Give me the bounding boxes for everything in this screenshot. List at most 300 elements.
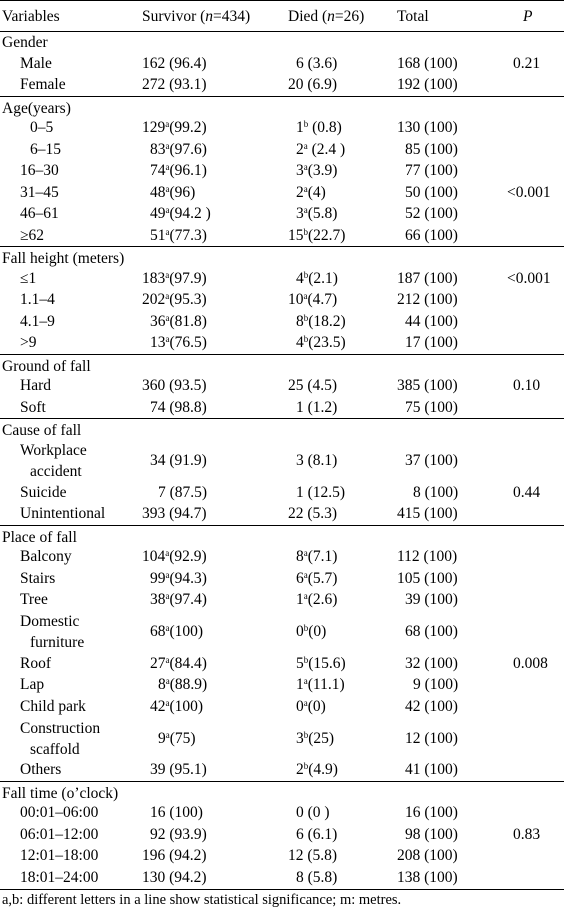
survivor-cell [140,333,285,355]
p-value-cell: 0.008 [513,654,548,672]
died-cell [285,225,387,247]
died-percent: (11.1) [307,676,345,694]
died-cell: 25 (4.5) [288,377,338,395]
died-superscript: b [303,269,309,280]
p-value-cell [499,760,564,782]
died-superscript: a [303,676,308,687]
table-row [0,376,564,398]
survivor-cell [140,611,285,653]
died-cell [285,204,387,226]
p-value-cell [499,718,564,760]
died-superscript: b [303,761,309,772]
row-label: 4.1–9 [20,312,55,330]
survivor-count: 129 [142,119,166,137]
p-value-cell [499,696,564,718]
survivor-count: 36 [150,312,166,330]
died-percent: (2.1) [308,269,338,287]
died-cell [285,547,387,569]
survivor-percent: (75) [169,729,196,747]
row-label: Soft [20,398,46,416]
died-percent: (2.4 ) [307,140,346,158]
died-cell: 8 (5.8) [296,868,338,886]
died-cell [285,653,387,675]
died-percent: (4.7) [307,291,338,309]
total-cell: 42 (100) [405,697,458,715]
survivor-superscript: a [165,654,170,665]
survivor-superscript: a [165,183,170,194]
total-cell: 192 (100) [397,76,458,94]
survivor-superscript: a [165,312,170,323]
died-cell [285,139,387,161]
table-row [0,568,564,590]
total-cell: 12 (100) [405,729,458,747]
total-cell: 138 (100) [397,868,458,886]
row-label [0,611,140,653]
survivor-cell [140,568,285,590]
survivor-percent: (96) [169,183,196,201]
total-cell: 37 (100) [405,452,458,470]
total-cell: 208 (100) [397,847,458,865]
died-cell [285,611,387,653]
header-died: Died (n=26) [288,8,365,26]
died-percent: (4.9) [308,761,338,779]
died-superscript: b [303,729,309,740]
died-percent: (4) [307,183,326,201]
row-label: 0–5 [30,119,54,137]
died-percent: (0) [307,697,326,715]
p-value-cell: <0.001 [507,269,551,287]
died-count: 15 [288,226,304,244]
header-total: Total [397,8,429,26]
row-label: 06:01–12:00 [20,825,99,843]
total-cell: 98 (100) [405,825,458,843]
table-row [0,803,564,825]
died-superscript: b [303,654,309,665]
table-row [0,675,564,697]
total-cell: 9 (100) [413,676,459,694]
table-row [0,268,564,290]
p-value-cell [499,547,564,569]
survivor-percent: (97.4) [169,591,207,609]
row-label-line2: scaffold [30,740,80,758]
p-value-cell [499,611,564,653]
table-row [0,75,564,97]
survivor-cell [140,696,285,718]
row-label: Roof [20,654,51,672]
section-title: Cause of fall [2,422,82,440]
died-cell: 6 (6.1) [296,825,338,843]
row-label: Female [20,76,66,94]
survivor-count: 104 [142,548,166,566]
table-row [0,139,564,161]
died-count: 3 [296,205,304,223]
p-value-cell [499,568,564,590]
survivor-count: 51 [150,226,166,244]
died-cell [285,268,387,290]
table-row [0,333,564,355]
survivor-cell [140,675,285,697]
died-percent: (5.8) [307,205,338,223]
row-label: 12:01–18:00 [20,847,99,865]
died-superscript: a [303,591,308,602]
survivor-superscript: a [165,548,170,559]
survivor-count: 49 [150,205,166,223]
died-cell: 0 (0 ) [296,804,330,822]
row-label: 16–30 [20,162,59,180]
table-row [0,653,564,675]
table-row [0,161,564,183]
p-value-cell [499,397,564,419]
table-row [0,290,564,312]
section-header [0,32,564,54]
survivor-count: 13 [150,334,166,352]
header-survivor: Survivor (n=434) [142,8,251,26]
died-superscript: a [303,162,308,173]
died-count: 8 [296,312,304,330]
row-label: Hard [20,377,51,395]
row-label: 6–15 [30,140,61,158]
survivor-cell: 360 (93.5) [142,377,207,395]
died-count: 2 [296,140,304,158]
died-cell: 20 (6.9) [288,76,338,94]
table-row [0,611,564,653]
died-cell: 3 (8.1) [296,452,338,470]
survivor-cell: 272 (93.1) [142,76,207,94]
died-superscript: b [303,226,308,237]
survivor-count: 42 [150,697,166,715]
total-cell: 68 (100) [405,623,458,641]
died-cell [285,161,387,183]
survivor-percent: (97.6) [169,140,207,158]
row-label: 1.1–4 [20,291,55,309]
survivor-count: 9 [158,729,166,747]
row-label-line1: Domestic [20,613,80,630]
p-value-cell [499,590,564,612]
p-value-cell [499,867,564,889]
died-count: 2 [296,761,304,779]
row-label: Male [20,54,52,72]
p-value-cell [499,311,564,333]
died-percent: (2.6) [307,591,338,609]
table-row [0,118,564,140]
died-cell [285,718,387,760]
survivor-count: 183 [142,269,166,287]
row-label-line1: Workplace [20,442,87,459]
table-row [0,590,564,612]
died-superscript: a [303,183,308,194]
survivor-superscript: a [165,623,170,634]
p-value-cell: <0.001 [507,183,551,201]
survivor-count: 202 [142,291,166,309]
died-superscript: a [303,697,308,708]
survivor-cell: 34 (91.9) [150,452,207,470]
p-value-cell [499,803,564,825]
row-label: Child park [20,697,86,715]
died-count: 1 [296,119,304,137]
died-count: 3 [296,729,304,747]
row-label: Unintentional [20,505,106,523]
died-count: 5 [296,654,304,672]
total-cell: 41 (100) [405,761,458,779]
table-row [0,696,564,718]
died-cell [285,696,387,718]
died-cell [285,590,387,612]
section-header [0,781,564,803]
died-superscript: a [303,205,308,216]
died-count: 1 [296,591,304,609]
total-cell: 415 (100) [397,505,458,523]
section-title: Gender [2,34,48,52]
died-percent: (7.1) [307,548,338,566]
p-value-cell: 0.44 [513,483,541,501]
p-value-cell [499,161,564,183]
survivor-percent: (77.3) [169,226,207,244]
section-header [0,354,564,376]
row-label [0,440,140,482]
section-title: Age(years) [2,99,71,117]
table-footnote: a,b: different letters in a line show statistical significance; m: metres. [0,889,564,909]
p-value-cell [499,846,564,868]
table-body [0,32,564,889]
total-cell: 17 (100) [405,334,458,352]
survivor-cell [140,182,285,204]
survivor-percent: (99.2) [169,119,207,137]
total-cell: 212 (100) [397,291,458,309]
survivor-percent: (94.2 ) [169,205,211,223]
survivor-percent: (100) [169,623,204,641]
table-row [0,182,564,204]
survivor-cell: 162 (96.4) [142,54,207,72]
survivor-percent: (96.1) [169,162,207,180]
died-count: 0 [296,623,304,641]
row-label: ≤1 [20,269,37,287]
survivor-superscript: a [165,226,170,237]
total-cell: 168 (100) [397,54,458,72]
survivor-cell [140,225,285,247]
died-count: 2 [296,183,304,201]
died-cell [285,118,387,140]
row-label: Lap [20,676,45,694]
survivor-cell [140,718,285,760]
table-row [0,547,564,569]
survivor-cell [140,204,285,226]
died-cell [285,760,387,782]
died-superscript: b [303,334,309,345]
section-title: Ground of fall [2,357,91,375]
survivor-superscript: a [165,569,170,580]
survivor-cell [140,268,285,290]
survivor-cell [140,653,285,675]
died-count: 4 [296,269,304,287]
total-cell: 52 (100) [405,205,458,223]
row-label: 46–61 [20,205,59,223]
died-cell: 1 (12.5) [296,483,346,501]
row-label: Suicide [20,483,67,501]
survivor-cell [140,118,285,140]
died-superscript: b [303,119,309,130]
died-cell [285,182,387,204]
header-variables: Variables [2,8,60,26]
p-value-cell [499,118,564,140]
row-label: 00:01–06:00 [20,804,99,822]
p-value-cell [499,440,564,482]
survivor-cell: 196 (94.2) [142,847,207,865]
died-cell [285,675,387,697]
row-label: Others [20,761,62,779]
died-cell: 6 (3.6) [296,54,338,72]
total-cell: 75 (100) [405,398,458,416]
died-percent: (22.7) [308,226,346,244]
survivor-percent: (84.4) [169,654,207,672]
table-row [0,440,564,482]
p-value-cell: 0.21 [513,54,541,72]
survivor-cell [140,161,285,183]
row-label: Tree [20,591,48,609]
survivor-count: 74 [150,162,166,180]
total-cell: 44 (100) [405,312,458,330]
survivor-percent: (88.9) [169,676,208,694]
survivor-superscript: a [165,697,170,708]
section-title: Fall time (o’clock) [2,784,119,802]
survivor-count: 68 [150,623,166,641]
total-cell: 8 (100) [413,483,459,501]
total-cell: 385 (100) [397,377,458,395]
table-row [0,846,564,868]
total-cell: 85 (100) [405,140,458,158]
survivor-cell [140,547,285,569]
header-p: P [523,8,533,26]
p-value-cell: 0.83 [513,825,541,843]
survivor-superscript: a [165,591,170,602]
survivor-superscript: a [165,729,170,740]
table-row [0,718,564,760]
survivor-cell: 7 (87.5) [158,483,208,501]
survivor-cell: 74 (98.8) [150,398,207,416]
row-label: Stairs [20,569,56,587]
survivor-cell [140,290,285,312]
total-cell: 16 (100) [405,804,458,822]
survivor-count: 38 [150,591,166,609]
p-value-cell [499,504,564,526]
died-percent: (5.7) [307,569,338,587]
died-percent: (15.6) [308,654,346,672]
table-row [0,504,564,526]
section-title: Place of fall [2,528,77,546]
survivor-cell: 92 (93.9) [150,825,207,843]
died-count: 10 [288,291,304,309]
row-label-line2: furniture [30,634,85,651]
table-header [0,1,564,32]
survivor-percent: (81.8) [169,312,207,330]
survivor-percent: (100) [169,697,204,715]
row-label-line1: Construction [20,719,101,737]
survivor-cell [140,311,285,333]
total-cell: 130 (100) [397,119,458,137]
survivor-superscript: a [165,119,170,130]
table-row [0,397,564,419]
died-count: 4 [296,334,304,352]
row-label: Balcony [20,548,72,566]
total-cell: 77 (100) [405,162,458,180]
died-superscript: a [303,548,308,559]
table-row [0,482,564,504]
row-label-line2: accident [30,463,82,480]
died-cell [285,333,387,355]
p-value-cell [499,675,564,697]
survivor-percent: (76.5) [169,334,207,352]
section-header [0,96,564,118]
survivor-percent: (95.3) [169,291,207,309]
died-cell: 1 (1.2) [296,398,338,416]
table-row [0,867,564,889]
survivor-count: 8 [158,676,166,694]
survivor-percent: (97.9) [169,269,207,287]
row-label: >9 [20,334,37,352]
row-label [0,718,140,760]
total-cell: 39 (100) [405,591,458,609]
p-value-cell [499,75,564,97]
died-percent: (0.8) [308,119,342,137]
survivor-superscript: a [165,269,170,280]
p-value-cell: 0.10 [513,377,541,395]
survivor-cell: 130 (94.2) [142,868,207,886]
table-row [0,53,564,75]
died-count: 8 [296,548,304,566]
died-cell: 12 (5.8) [288,847,338,865]
died-superscript: b [303,312,309,323]
died-percent: (25) [308,729,335,747]
total-cell: 50 (100) [405,183,458,201]
survivor-count: 27 [150,654,166,672]
table-row [0,760,564,782]
survivor-superscript: a [165,334,170,345]
survivor-cell: 393 (94.7) [142,505,207,523]
died-percent: (0) [308,623,327,641]
survivor-cell [140,139,285,161]
table-row [0,311,564,333]
total-cell: 105 (100) [397,569,458,587]
row-label: 31–45 [20,183,59,201]
p-value-cell [499,225,564,247]
survivor-cell: 39 (95.1) [150,761,207,779]
died-percent: (3.9) [307,162,338,180]
died-superscript: b [303,623,309,634]
survivor-percent: (94.3) [169,569,207,587]
total-cell: 32 (100) [405,654,458,672]
survivor-superscript: a [165,162,170,173]
p-value-cell [499,290,564,312]
died-cell [285,290,387,312]
p-value-cell [499,139,564,161]
died-superscript: a [303,291,308,302]
survivor-count: 99 [150,569,166,587]
total-cell: 112 (100) [397,548,458,566]
p-value-cell [499,333,564,355]
died-count: 0 [296,697,304,715]
died-percent: (18.2) [308,312,346,330]
survivor-cell [140,590,285,612]
row-label: ≥62 [20,226,45,244]
section-header [0,419,564,441]
section-header [0,525,564,547]
died-count: 1 [296,676,304,694]
died-percent: (23.5) [308,334,346,352]
died-cell [285,568,387,590]
survivor-cell: 16 (100) [150,804,203,822]
died-cell [285,311,387,333]
total-cell: 187 (100) [397,269,458,287]
survivor-superscript: a [165,676,170,687]
